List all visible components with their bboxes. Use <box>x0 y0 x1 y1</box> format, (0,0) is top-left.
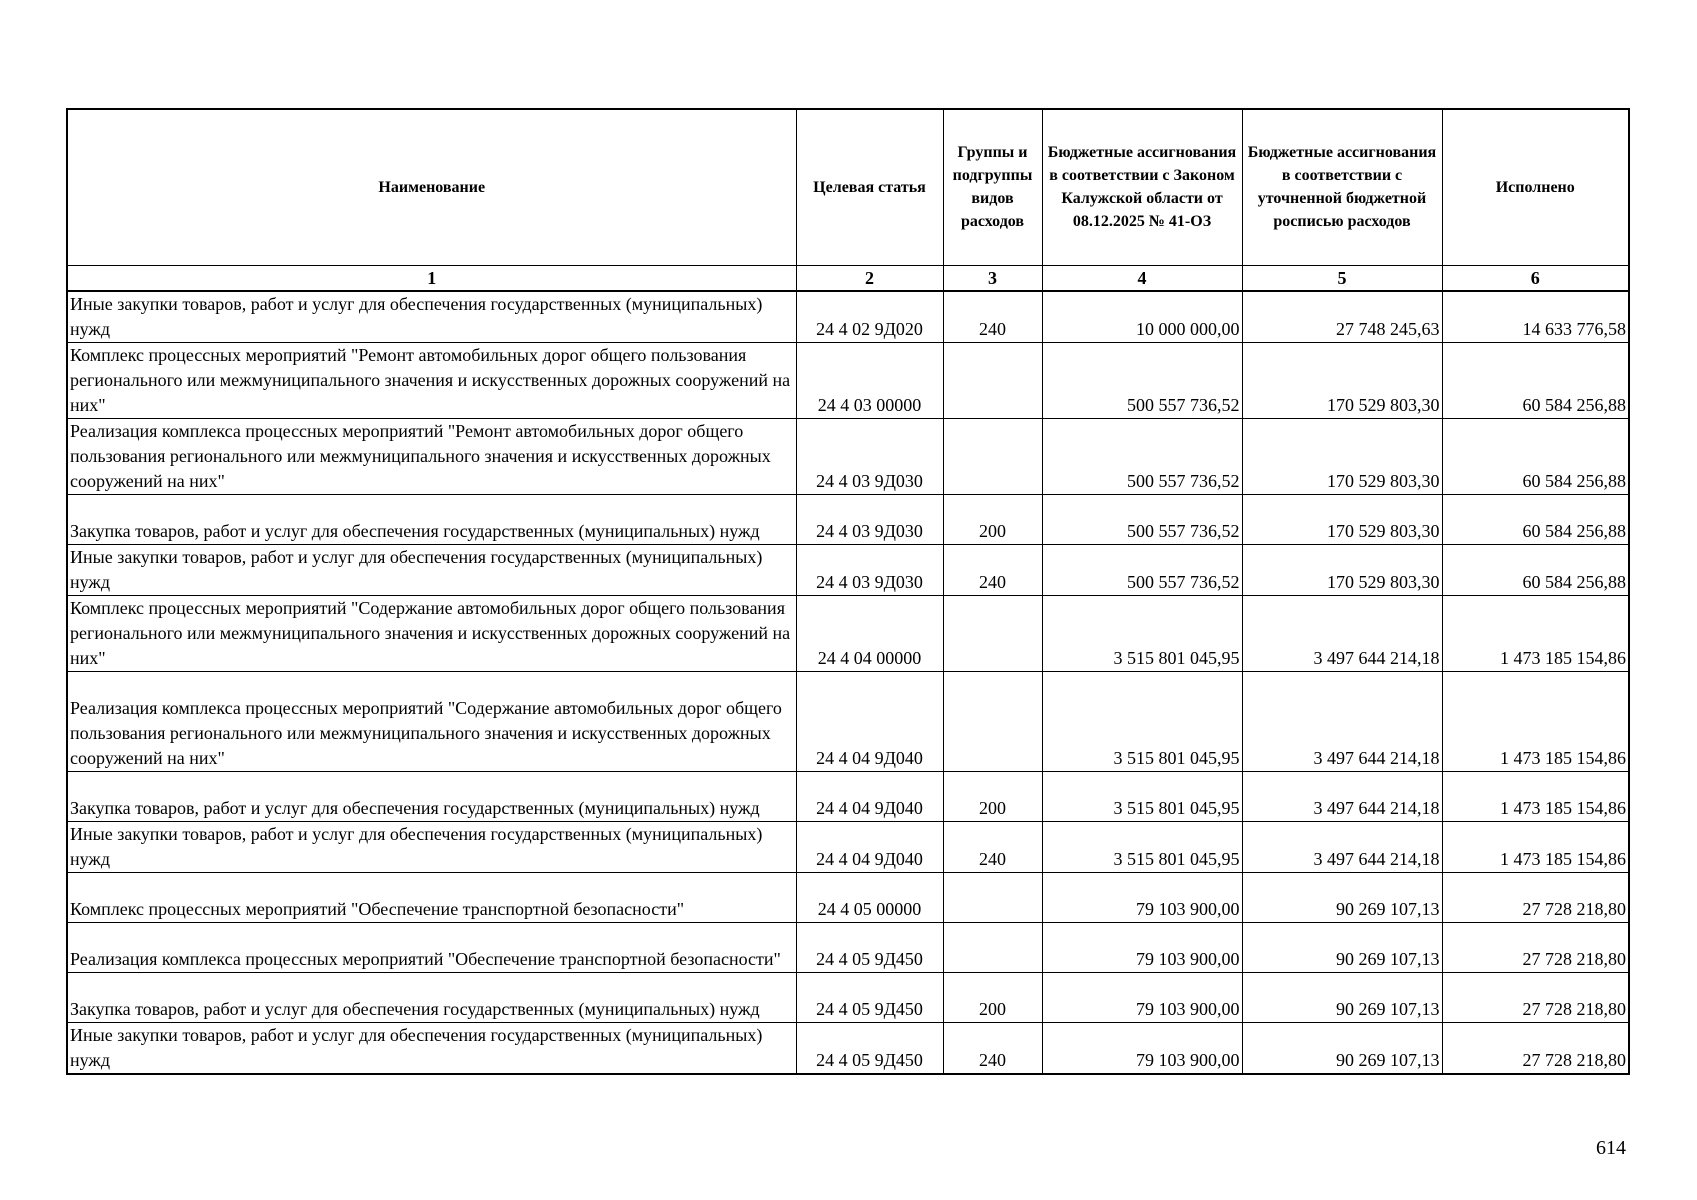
row-law-amount: 3 515 801 045,95 <box>1042 771 1242 821</box>
row-name: Иные закупки товаров, работ и услуг для обеспечения государственных (муниципальных) нужд <box>67 291 796 343</box>
row-law-amount: 500 557 736,52 <box>1042 342 1242 418</box>
row-target-article: 24 4 02 9Д020 <box>796 291 943 343</box>
table-row <box>67 922 1629 972</box>
row-target-article: 24 4 04 9Д040 <box>796 771 943 821</box>
row-executed-amount: 1 473 185 154,86 <box>1442 771 1629 821</box>
table-row <box>67 342 1629 418</box>
row-refined-amount: 170 529 803,30 <box>1242 544 1442 595</box>
row-name: Комплекс процессных мероприятий "Содержание автомобильных дорог общего пользования регионального или межмуниципального значения и искусственных дорожных сооружений на них" <box>67 595 796 671</box>
row-refined-amount: 3 497 644 214,18 <box>1242 595 1442 671</box>
column-number-row <box>67 265 1629 291</box>
row-executed-amount: 14 633 776,58 <box>1442 291 1629 343</box>
row-target-article: 24 4 05 9Д450 <box>796 1022 943 1074</box>
header-expense-groups: Группы и подгруппы видов расходов <box>943 109 1042 265</box>
row-expense-group: 200 <box>943 972 1042 1022</box>
row-executed-amount: 1 473 185 154,86 <box>1442 595 1629 671</box>
row-expense-group <box>943 418 1042 494</box>
row-refined-amount: 90 269 107,13 <box>1242 972 1442 1022</box>
table-row <box>67 544 1629 595</box>
column-number: 1 <box>67 265 796 291</box>
row-executed-amount: 27 728 218,80 <box>1442 872 1629 922</box>
row-name: Комплекс процессных мероприятий "Обеспечение транспортной безопасности" <box>67 872 796 922</box>
row-expense-group: 240 <box>943 821 1042 872</box>
column-number: 4 <box>1042 265 1242 291</box>
row-refined-amount: 90 269 107,13 <box>1242 922 1442 972</box>
row-expense-group: 240 <box>943 1022 1042 1074</box>
row-law-amount: 79 103 900,00 <box>1042 972 1242 1022</box>
header-name: Наименование <box>67 109 796 265</box>
row-refined-amount: 90 269 107,13 <box>1242 1022 1442 1074</box>
row-refined-amount: 3 497 644 214,18 <box>1242 821 1442 872</box>
table-row <box>67 418 1629 494</box>
row-law-amount: 79 103 900,00 <box>1042 872 1242 922</box>
row-expense-group: 200 <box>943 771 1042 821</box>
row-refined-amount: 90 269 107,13 <box>1242 872 1442 922</box>
row-expense-group: 240 <box>943 291 1042 343</box>
row-expense-group: 240 <box>943 544 1042 595</box>
row-name: Реализация комплекса процессных мероприятий "Содержание автомобильных дорог общего пользования регионального или межмуниципального значения и искусственных дорожных сооружений на них" <box>67 671 796 771</box>
header-executed: Исполнено <box>1442 109 1629 265</box>
row-name: Иные закупки товаров, работ и услуг для обеспечения государственных (муниципальных) нужд <box>67 1022 796 1074</box>
page-number: 614 <box>1596 1137 1626 1159</box>
row-executed-amount: 27 728 218,80 <box>1442 922 1629 972</box>
row-law-amount: 10 000 000,00 <box>1042 291 1242 343</box>
row-expense-group <box>943 671 1042 771</box>
table-row <box>67 494 1629 544</box>
row-expense-group: 200 <box>943 494 1042 544</box>
row-refined-amount: 27 748 245,63 <box>1242 291 1442 343</box>
row-name: Иные закупки товаров, работ и услуг для обеспечения государственных (муниципальных) нужд <box>67 821 796 872</box>
table-row <box>67 771 1629 821</box>
row-target-article: 24 4 03 9Д030 <box>796 544 943 595</box>
row-target-article: 24 4 05 9Д450 <box>796 972 943 1022</box>
table-row <box>67 872 1629 922</box>
row-executed-amount: 60 584 256,88 <box>1442 418 1629 494</box>
row-refined-amount: 170 529 803,30 <box>1242 418 1442 494</box>
row-name: Комплекс процессных мероприятий "Ремонт автомобильных дорог общего пользования регионального или межмуниципального значения и искусственных дорожных сооружений на них" <box>67 342 796 418</box>
row-target-article: 24 4 03 00000 <box>796 342 943 418</box>
header-target-article: Целевая статья <box>796 109 943 265</box>
row-executed-amount: 1 473 185 154,86 <box>1442 671 1629 771</box>
row-expense-group <box>943 342 1042 418</box>
row-law-amount: 3 515 801 045,95 <box>1042 821 1242 872</box>
table-row <box>67 671 1629 771</box>
budget-table <box>66 108 1630 1075</box>
table-row <box>67 291 1629 343</box>
column-number: 5 <box>1242 265 1442 291</box>
table-row <box>67 595 1629 671</box>
row-executed-amount: 27 728 218,80 <box>1442 972 1629 1022</box>
row-executed-amount: 60 584 256,88 <box>1442 342 1629 418</box>
row-expense-group <box>943 872 1042 922</box>
row-expense-group <box>943 595 1042 671</box>
row-executed-amount: 1 473 185 154,86 <box>1442 821 1629 872</box>
row-name: Закупка товаров, работ и услуг для обеспечения государственных (муниципальных) нужд <box>67 972 796 1022</box>
row-target-article: 24 4 05 9Д450 <box>796 922 943 972</box>
table-body <box>67 291 1629 1074</box>
row-target-article: 24 4 04 9Д040 <box>796 671 943 771</box>
row-law-amount: 3 515 801 045,95 <box>1042 595 1242 671</box>
row-refined-amount: 3 497 644 214,18 <box>1242 671 1442 771</box>
row-executed-amount: 60 584 256,88 <box>1442 494 1629 544</box>
row-target-article: 24 4 03 9Д030 <box>796 494 943 544</box>
row-target-article: 24 4 04 9Д040 <box>796 821 943 872</box>
row-name: Реализация комплекса процессных мероприятий "Ремонт автомобильных дорог общего пользования регионального или межмуниципального значения и искусственных дорожных сооружений на них" <box>67 418 796 494</box>
table-row <box>67 1022 1629 1074</box>
column-number: 2 <box>796 265 943 291</box>
row-name: Реализация комплекса процессных мероприятий "Обеспечение транспортной безопасности" <box>67 922 796 972</box>
row-refined-amount: 3 497 644 214,18 <box>1242 771 1442 821</box>
row-expense-group <box>943 922 1042 972</box>
row-law-amount: 500 557 736,52 <box>1042 418 1242 494</box>
row-target-article: 24 4 05 00000 <box>796 872 943 922</box>
header-refined-allocations: Бюджетные ассигнования в соответствии с уточненной бюджетной росписью расходов <box>1242 109 1442 265</box>
header-row <box>67 109 1629 265</box>
column-number: 3 <box>943 265 1042 291</box>
row-executed-amount: 27 728 218,80 <box>1442 1022 1629 1074</box>
table-row <box>67 821 1629 872</box>
row-target-article: 24 4 04 00000 <box>796 595 943 671</box>
row-law-amount: 500 557 736,52 <box>1042 494 1242 544</box>
row-name: Закупка товаров, работ и услуг для обеспечения государственных (муниципальных) нужд <box>67 771 796 821</box>
row-law-amount: 3 515 801 045,95 <box>1042 671 1242 771</box>
row-refined-amount: 170 529 803,30 <box>1242 342 1442 418</box>
column-number: 6 <box>1442 265 1629 291</box>
row-target-article: 24 4 03 9Д030 <box>796 418 943 494</box>
table-row <box>67 972 1629 1022</box>
row-name: Закупка товаров, работ и услуг для обеспечения государственных (муниципальных) нужд <box>67 494 796 544</box>
row-law-amount: 500 557 736,52 <box>1042 544 1242 595</box>
row-law-amount: 79 103 900,00 <box>1042 922 1242 972</box>
row-name: Иные закупки товаров, работ и услуг для обеспечения государственных (муниципальных) нужд <box>67 544 796 595</box>
row-executed-amount: 60 584 256,88 <box>1442 544 1629 595</box>
row-law-amount: 79 103 900,00 <box>1042 1022 1242 1074</box>
row-refined-amount: 170 529 803,30 <box>1242 494 1442 544</box>
header-law-allocations: Бюджетные ассигнования в соответствии с Законом Калужской области от 08.12.2025 № 41-ОЗ <box>1042 109 1242 265</box>
